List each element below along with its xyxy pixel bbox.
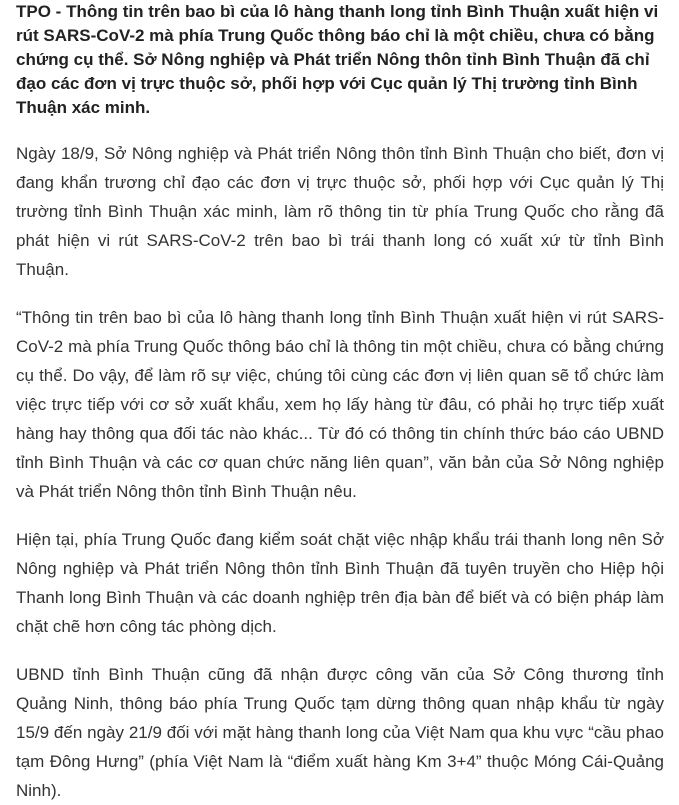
article-paragraph: “Thông tin trên bao bì của lô hàng thanh long tỉnh Bình Thuận xuất hiện vi rút SARS-CoV-2 mà phía Trung Quốc thông báo chỉ là thông tin một chiều, chưa có bằng chứng cụ thể. Do vậy, để làm rõ sự việc, chúng tôi cùng các đơn vị liên quan sẽ tổ chức làm việc trực tiếp với cơ sở xuất khẩu, xem họ lấy hàng từ đâu, có phải họ trực tiếp xuất hàng hay thông qua đối tác nào khác... Từ đó có thông tin chính thức báo cáo UBND tỉnh Bình Thuận và các cơ quan chức năng liên quan”, văn bản của Sở Nông nghiệp và Phát triển Nông thôn tỉnh Bình Thuận nêu.: [16, 308, 664, 501]
article-lead-text: Thông tin trên bao bì của lô hàng thanh long tỉnh Bình Thuận xuất hiện vi rút SARS-CoV-2 mà phía Trung Quốc thông báo chỉ là một chiều, chưa có bằng chứng cụ thể. Sở Nông nghiệp và Phát triển Nông thôn tỉnh Bình Thuận đã chỉ đạo các đơn vị trực thuộc sở, phối hợp với Cục quản lý Thị trường tỉnh Bình Thuận xác minh.: [16, 2, 659, 117]
article-paragraph: Hiện tại, phía Trung Quốc đang kiểm soát chặt việc nhập khẩu trái thanh long nên Sở Nông nghiệp và Phát triển Nông thôn tỉnh Bình Thuận đã tuyên truyền cho Hiệp hội Thanh long Bình Thuận và các doanh nghiệp trên địa bàn để biết và có biện pháp làm chặt chẽ hơn công tác phòng dịch.: [16, 530, 664, 636]
article-source: TPO -: [16, 2, 67, 21]
article-paragraph: UBND tỉnh Bình Thuận cũng đã nhận được công văn của Sở Công thương tỉnh Quảng Ninh, thông báo phía Trung Quốc tạm dừng thông quan nhập khẩu từ ngày 15/9 đến ngày 21/9 đối với mặt hàng thanh long của Việt Nam qua khu vực “cầu phao tạm Đông Hưng” (phía Việt Nam là “điểm xuất hàng Km 3+4” thuộc Móng Cái-Quảng Ninh).: [16, 665, 664, 800]
article-lead: [16, 0, 664, 120]
article-paragraph: Ngày 18/9, Sở Nông nghiệp và Phát triển Nông thôn tỉnh Bình Thuận cho biết, đơn vị đang khẩn trương chỉ đạo các đơn vị trực thuộc sở, phối hợp với Cục quản lý Thị trường tỉnh Bình Thuận xác minh, làm rõ thông tin từ phía Trung Quốc cho rằng đã phát hiện vi rút SARS-CoV-2 trên bao bì trái thanh long có xuất xứ từ tỉnh Bình Thuận.: [16, 144, 664, 279]
